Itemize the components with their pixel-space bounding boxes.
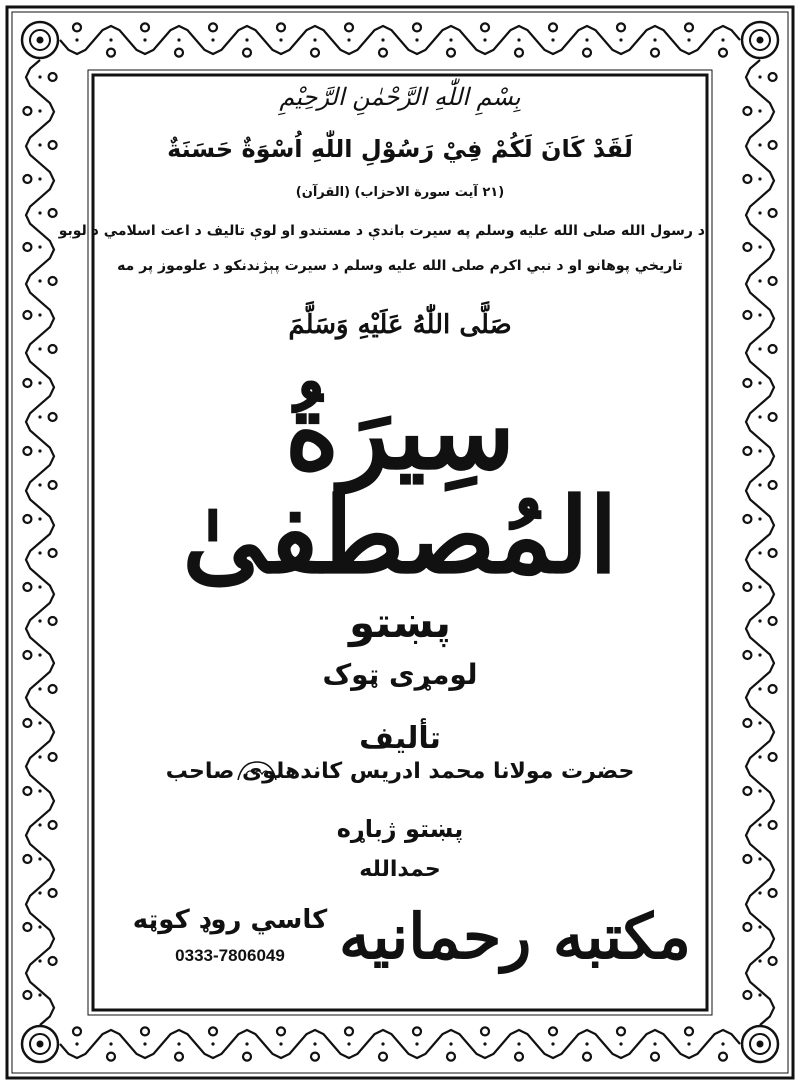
description-line-2: تاریخي پوهانو او د نبي اکرم صلی الله علیه وسلم د سیرت پېژندنکو د علوموز پر مه bbox=[117, 258, 683, 274]
salutation-calligraphy: صَلَّى اللّٰهُ عَلَيْهِ وَسَلَّمَ bbox=[288, 310, 512, 340]
book-title-block bbox=[95, 310, 705, 600]
publisher-address: کاسي روډ کوټه bbox=[132, 905, 328, 935]
translation-label: پښتو ژباړه bbox=[336, 815, 464, 843]
author-name: حضرت مولانا محمد ادریس کاندھلوی صاحب bbox=[165, 759, 635, 784]
bismillah-calligraphy: بِسْمِ اللّٰهِ الرَّحْمٰنِ الرَّحِيْمِ bbox=[279, 83, 521, 111]
verse-reference: (۲۱ آیت سورة الاحزاب) (القرآن) bbox=[295, 185, 505, 200]
compiled-by-label: تألیف bbox=[359, 721, 441, 756]
translator-name: حمدالله bbox=[359, 857, 441, 882]
description-line-1: د رسول الله صلی الله علیه وسلم په سیرت باندې د مستندو او لوې تالیف د اعت اسلامي د لوبو bbox=[58, 223, 705, 239]
honorific-seal-icon bbox=[236, 760, 278, 782]
publisher-logo-text: مکتبه رحمانیه bbox=[339, 900, 691, 973]
publisher-phone: 0333-7806049 bbox=[175, 946, 285, 965]
book-title: سِیرَةُ المُصطفیٰ bbox=[182, 370, 618, 597]
quran-verse: لَقَدْ كَانَ لَكُمْ فِيْ رَسُوْلِ اللّٰهِ اُسْوَةٌ حَسَنَةٌ bbox=[167, 135, 633, 163]
language-label: پښتو bbox=[349, 598, 451, 647]
volume-label: لومړی ټوک bbox=[322, 658, 478, 691]
